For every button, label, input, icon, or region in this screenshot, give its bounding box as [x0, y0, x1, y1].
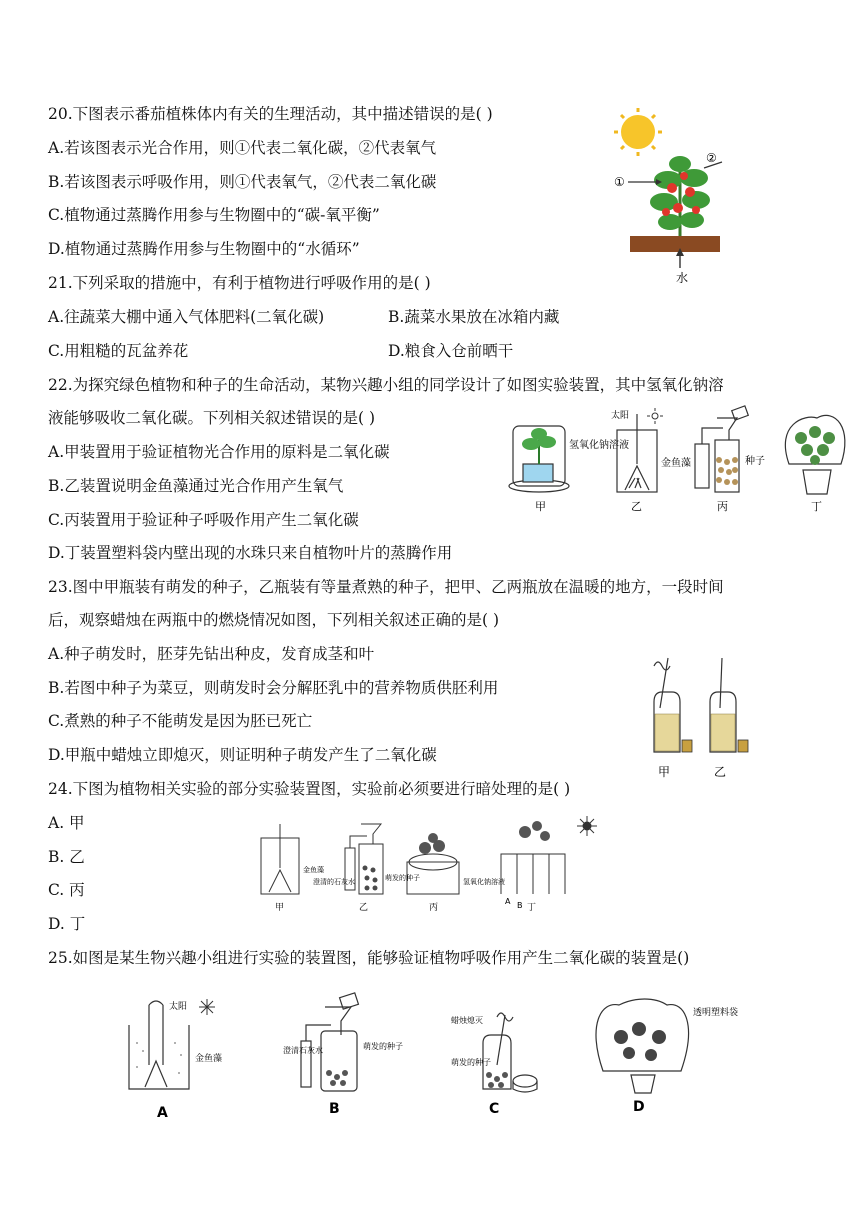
q24-option-c: C. 丙 [48, 881, 85, 899]
label-yi: 乙 [631, 500, 642, 513]
limewater-label: 澄清石灰水 [283, 1046, 323, 1055]
label-b: B [329, 1101, 340, 1117]
algae-label: 金鱼藻 [303, 866, 324, 874]
q21-option-d: D.粮食入仓前晒干 [388, 342, 514, 360]
label-d: D [633, 1099, 645, 1115]
q23-bottles-figure [640, 652, 760, 782]
q20-option-d: D.植物通过蒸腾作用参与生物圈中的“水循环” [48, 240, 360, 258]
label-1: ① [614, 175, 625, 189]
algae-label: 金鱼藻 [195, 1054, 223, 1064]
label-c: C [489, 1101, 500, 1117]
q25-stem: 25.如图是某生物兴趣小组进行实验的装置图，能够验证植物呼吸作用产生二氧化碳的装置是() [48, 949, 690, 967]
water-label: 水 [676, 271, 689, 285]
label-ding: 丁 [527, 903, 537, 913]
q20-option-c: C.植物通过蒸腾作用参与生物圈中的“碳-氧平衡” [48, 206, 380, 224]
q21-option-c: C.用粗糙的瓦盆养花 [48, 342, 189, 360]
label-yi: 乙 [359, 903, 369, 913]
tomato-plant-figure [600, 108, 720, 288]
q23-option-b: B.若图中种子为菜豆，则萌发时会分解胚乳中的营养物质供胚利用 [48, 679, 499, 697]
seed-label: 萌发的种子 [385, 874, 420, 882]
q24-option-b: B. 乙 [48, 848, 85, 866]
label-a: A [157, 1105, 168, 1121]
q25-apparatus-figure [125, 995, 739, 1125]
q22-option-d: D.丁装置塑料袋内壁出现的水珠只来自植物叶片的蒸腾作用 [48, 544, 453, 562]
naoh-label: 氢氧化钠溶液 [569, 440, 629, 451]
q23-option-a: A.种子萌发时，胚芽先钻出种皮，发育成茎和叶 [48, 645, 375, 663]
q24-apparatus-figure [255, 814, 605, 914]
q21-option-b: B.蔬菜水果放在冰箱内藏 [388, 308, 560, 326]
label-jia: 甲 [658, 765, 671, 779]
sun-icon [199, 999, 215, 1015]
q22-option-b: B.乙装置说明金鱼藻通过光合作用产生氧气 [48, 477, 344, 495]
apparatus-c [483, 1013, 537, 1092]
q22-option-c: C.丙装置用于验证种子呼吸作用产生二氧化碳 [48, 511, 359, 529]
label-jia: 甲 [535, 500, 546, 513]
q20-option-b: B.若该图表示呼吸作用，则①代表氧气，②代表二氧化碳 [48, 173, 437, 191]
apparatus-b [301, 993, 358, 1091]
label-ding: 丁 [811, 500, 822, 513]
seed-label: 种子 [745, 456, 765, 467]
label-b: B [517, 901, 523, 910]
label-bing: 丙 [429, 903, 439, 913]
apparatus-yi [617, 414, 657, 492]
label-2: ② [706, 151, 717, 165]
apparatus-jia [509, 426, 569, 492]
seeds-bing [716, 457, 738, 485]
q21-option-a: A.往蔬菜大棚中通入气体肥料(二氧化碳) [48, 308, 325, 326]
label-yi: 乙 [714, 765, 727, 779]
q22-stem-line2: 液能够吸收二氧化碳。下列相关叙述错误的是( ) [48, 409, 376, 427]
seed-label: 萌发的种子 [363, 1042, 403, 1051]
limewater-label: 澄清的石灰水 [313, 878, 355, 886]
sun-label: 太阳 [169, 1002, 188, 1012]
q20-stem: 20.下图表示番茄植株体内有关的生理活动，其中描述错误的是( ) [48, 105, 493, 123]
q22-stem-line1: 22.为探究绿色植物和种子的生命活动，某物兴趣小组的同学设计了如图实验装置，其中氢氧化钠溶 [48, 376, 724, 394]
q24-stem: 24.下图为植物相关实验的部分实验装置图，实验前必须要进行暗处理的是( ) [48, 780, 571, 798]
label-jia: 甲 [275, 903, 285, 913]
naoh-label: 氢氧化钠溶液 [463, 878, 505, 886]
q24-option-a: A. 甲 [48, 814, 85, 832]
q22-apparatus-figure [505, 404, 850, 519]
sun-icon [614, 108, 662, 156]
q23-stem-line2: 后，观察蜡烛在两瓶中的燃烧情况如图，下列相关叙述正确的是( ) [48, 611, 500, 629]
q22-option-a: A.甲装置用于验证植物光合作用的原料是二氧化碳 [48, 443, 390, 461]
q23-stem-line1: 23.图中甲瓶装有萌发的种子，乙瓶装有等量煮熟的种子，把甲、乙两瓶放在温暖的地方，一段时间 [48, 578, 724, 596]
q20-option-a: A.若该图表示光合作用，则①代表二氧化碳，②代表氧气 [48, 139, 437, 157]
seed-label-c: 萌发的种子 [451, 1058, 491, 1067]
sun-icon [577, 816, 597, 836]
q23-option-d: D.甲瓶中蜡烛立即熄灭，则证明种子萌发产生了二氧化碳 [48, 746, 437, 764]
label-a: A [505, 897, 511, 906]
q21-stem: 21.下列采取的措施中，有利于植物进行呼吸作用的是( ) [48, 274, 431, 292]
candle-label: 蜡烛熄灭 [451, 1016, 483, 1025]
sun-label: 太阳 [611, 411, 630, 421]
q23-option-c: C.煮熟的种子不能萌发是因为胚已死亡 [48, 712, 313, 730]
q24-option-d: D. 丁 [48, 915, 86, 933]
apparatus-a [129, 1001, 189, 1089]
sun-icon [647, 408, 663, 424]
algae-label: 金鱼藻 [661, 458, 691, 469]
label-bing: 丙 [717, 500, 728, 513]
bag-label: 透明塑料袋 [693, 1008, 739, 1018]
apparatus-d [596, 999, 688, 1093]
